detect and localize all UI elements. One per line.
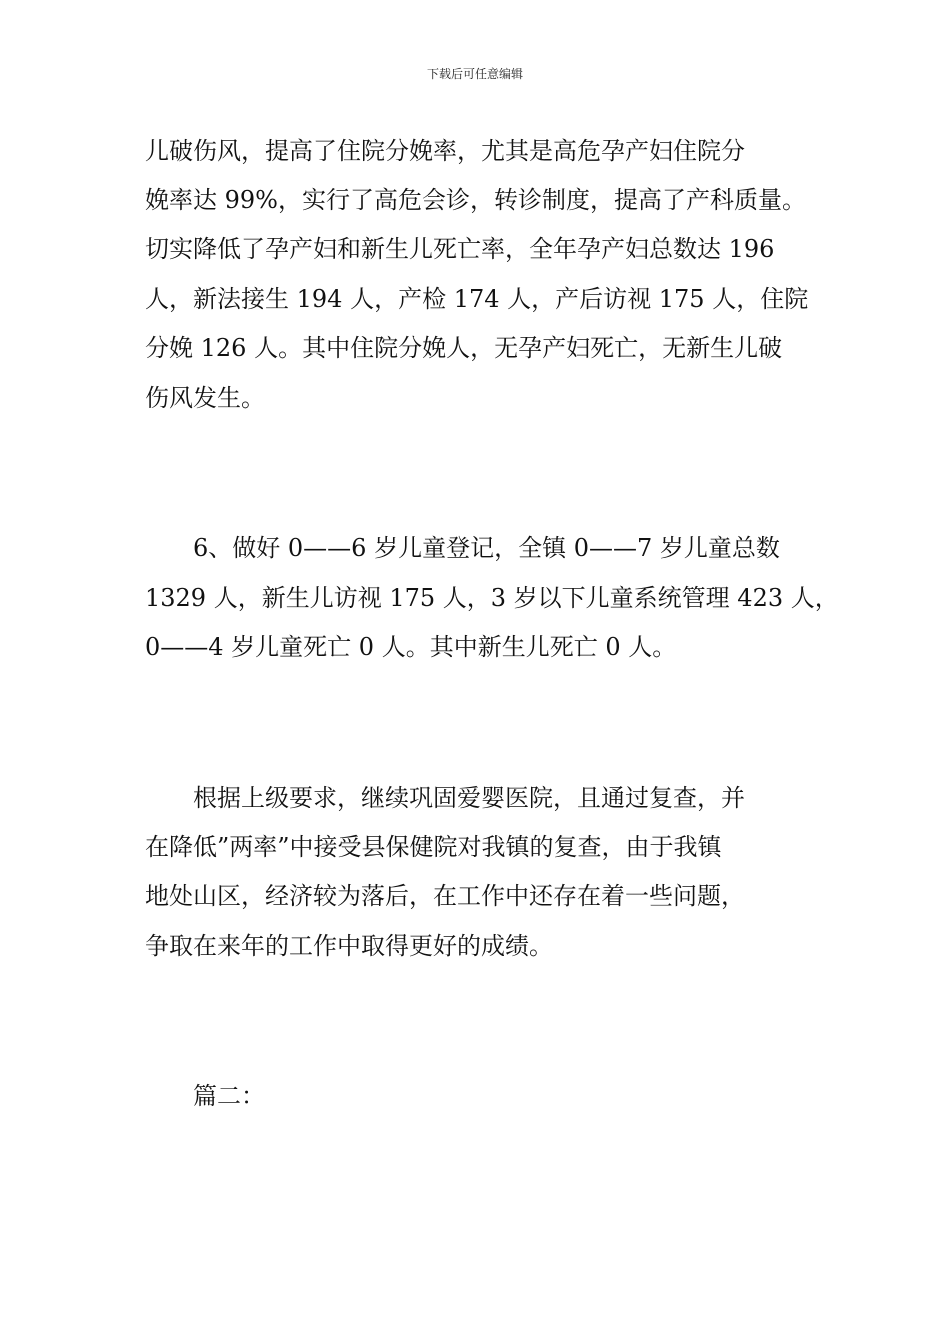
text-line: 1329 人，新生儿访视 175 人，3 岁以下儿童系统管理 423 人， xyxy=(145,584,839,612)
text-line: 伤风发生。 xyxy=(145,384,265,412)
text-line: 娩率达 99%，实行了高危会诊，转诊制度，提高了产科质量。 xyxy=(145,186,806,214)
text-line: 6、做好 0——6 岁儿童登记，全镇 0——7 岁儿童总数 xyxy=(193,534,780,562)
text-line: 儿破伤风，提高了住院分娩率，尤其是高危孕产妇住院分 xyxy=(145,137,745,165)
page-header: 下载后可任意编辑 xyxy=(426,67,523,81)
text-line: 在降低”两率”中接受县保健院对我镇的复查，由于我镇 xyxy=(145,833,722,861)
text-line: 分娩 126 人。其中住院分娩人，无孕产妇死亡，无新生儿破 xyxy=(145,334,783,362)
text-line: 0——4 岁儿童死亡 0 人。其中新生儿死亡 0 人。 xyxy=(145,633,677,661)
text-line: 地处山区，经济较为落后，在工作中还存在着一些问题， xyxy=(145,882,745,910)
text-line: 切实降低了孕产妇和新生儿死亡率，全年孕产妇总数达 196 xyxy=(145,235,775,263)
text-line: 人，新法接生 194 人，产检 174 人，产后访视 175 人，住院 xyxy=(145,285,809,313)
text-line: 争取在来年的工作中取得更好的成绩。 xyxy=(145,932,553,960)
text-line: 篇二： xyxy=(193,1082,265,1110)
text-line: 根据上级要求，继续巩固爱婴医院，且通过复查，并 xyxy=(193,784,745,812)
